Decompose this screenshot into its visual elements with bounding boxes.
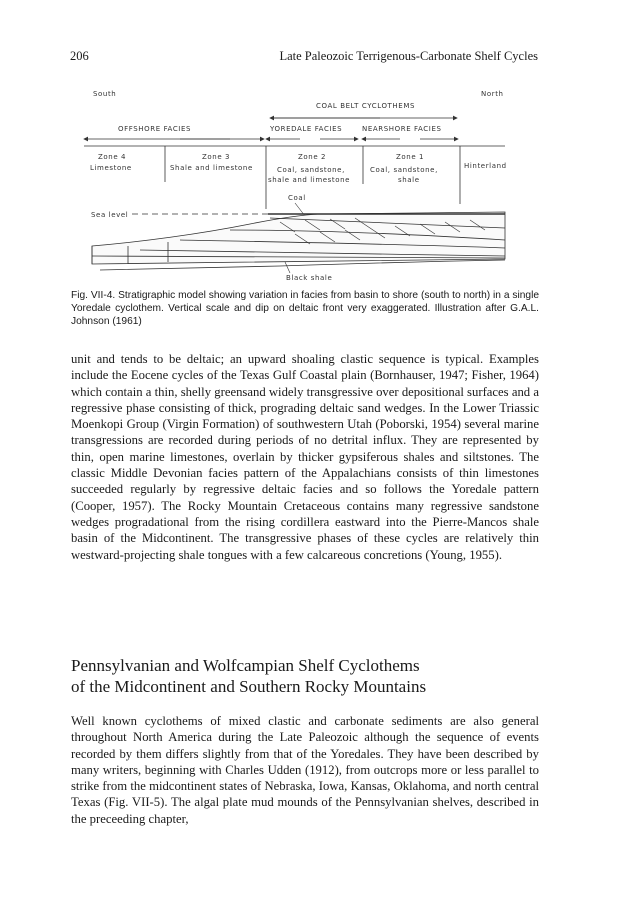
label-north: North: [481, 90, 504, 98]
paragraph-1: unit and tends to be deltaic; an upward shoaling clastic sequence is typical. Examples include the Eocene cycles of the Texas Gulf Coastal plain (Bornhauser, 1947; Fisher, 1964) which contain a thin, shelly greensand widely transgressive over depositional surfaces and a regressive phase consisting of thick, prograding deltaic sand wedges. In the Lower Triassic Moenkopi Group (Virgin Formation) of southwestern Utah (Poborski, 1954) several marine transgressions are recorded during periods of no detrital influx. They are represented by thin, open marine limestones, overlain by thicker gypsiferous shales and siltstones. The classic Middle Devonian facies pattern of the Appalachians consists of thin limestones succeeded regularly by regressive deltaic facies and so follows the Yoredale pattern (Cooper, 1957). The Rocky Mountain Cretaceous contains many regressive sandstone wedges progradational from the rising cordillera eastward into the Pierre-Mancos shale basin of the Midcontinent. The transgressive phases of these cycles are relatively thin westward-projecting shale tongues with a few calcareous concretions (Young, 1955).: [71, 352, 539, 562]
cross-section: [92, 212, 505, 270]
label-sea-level: Sea level: [91, 211, 129, 219]
zone2-name: Zone 2: [298, 153, 327, 161]
zone1-desc-1: Coal, sandstone,: [370, 166, 438, 174]
label-hinterland: Hinterland: [464, 162, 507, 170]
section-title-line1: Pennsylvanian and Wolfcampian Shelf Cyclothems: [71, 656, 420, 675]
zone3-name: Zone 3: [202, 153, 231, 161]
zone4-desc: Limestone: [90, 164, 132, 172]
label-coal-belt: COAL BELT CYCLOTHEMS: [316, 102, 416, 110]
label-black-shale: Black shale: [286, 274, 333, 282]
label-offshore-facies: OFFSHORE FACIES: [118, 125, 192, 133]
stratigraphic-figure: [80, 84, 540, 284]
zone4-name: Zone 4: [98, 153, 127, 161]
figure-caption: Fig. VII-4. Stratigraphic model showing variation in facies from basin to shore (south to north) in a single Yoredale cyclothem. Vertical scale and dip on deltaic front very exaggerated. Illustration after G.A.L. Johnson (1961): [71, 290, 539, 328]
zone1-desc-2: shale: [398, 176, 420, 184]
label-nearshore-facies: NEARSHORE FACIES: [362, 125, 442, 133]
zone1-name: Zone 1: [396, 153, 425, 161]
running-title: Late Paleozoic Terrigenous-Carbonate Shelf Cycles: [279, 49, 538, 63]
section-title: [71, 655, 551, 697]
zone2-desc-1: Coal, sandstone,: [277, 166, 345, 174]
label-coal: Coal: [288, 194, 306, 202]
paragraph-2: Well known cyclothems of mixed clastic and carbonate sediments are also general throughout North America during the Late Paleozoic although the sequence of events recorded by them differs slightly from that of the Yoredales. They have been described by many writers, beginning with Charles Udden (1912), from outcrops more or less parallel to strike from the midcontinent states of Nebraska, Iowa, Kansas, Oklahoma, and north central Texas (Fig. VII-5). The algal plate mud mounds of the Pennsylvanian shelves, described in the preceeding chapter,: [71, 714, 539, 826]
page-number: 206: [70, 49, 89, 63]
zone2-desc-2: shale and limestone: [268, 176, 351, 184]
label-yoredale-facies: YOREDALE FACIES: [270, 125, 343, 133]
zone3-desc: Shale and limestone: [170, 164, 253, 172]
label-south: South: [93, 90, 117, 98]
section-title-line2: of the Midcontinent and Southern Rocky Mountains: [71, 677, 427, 696]
